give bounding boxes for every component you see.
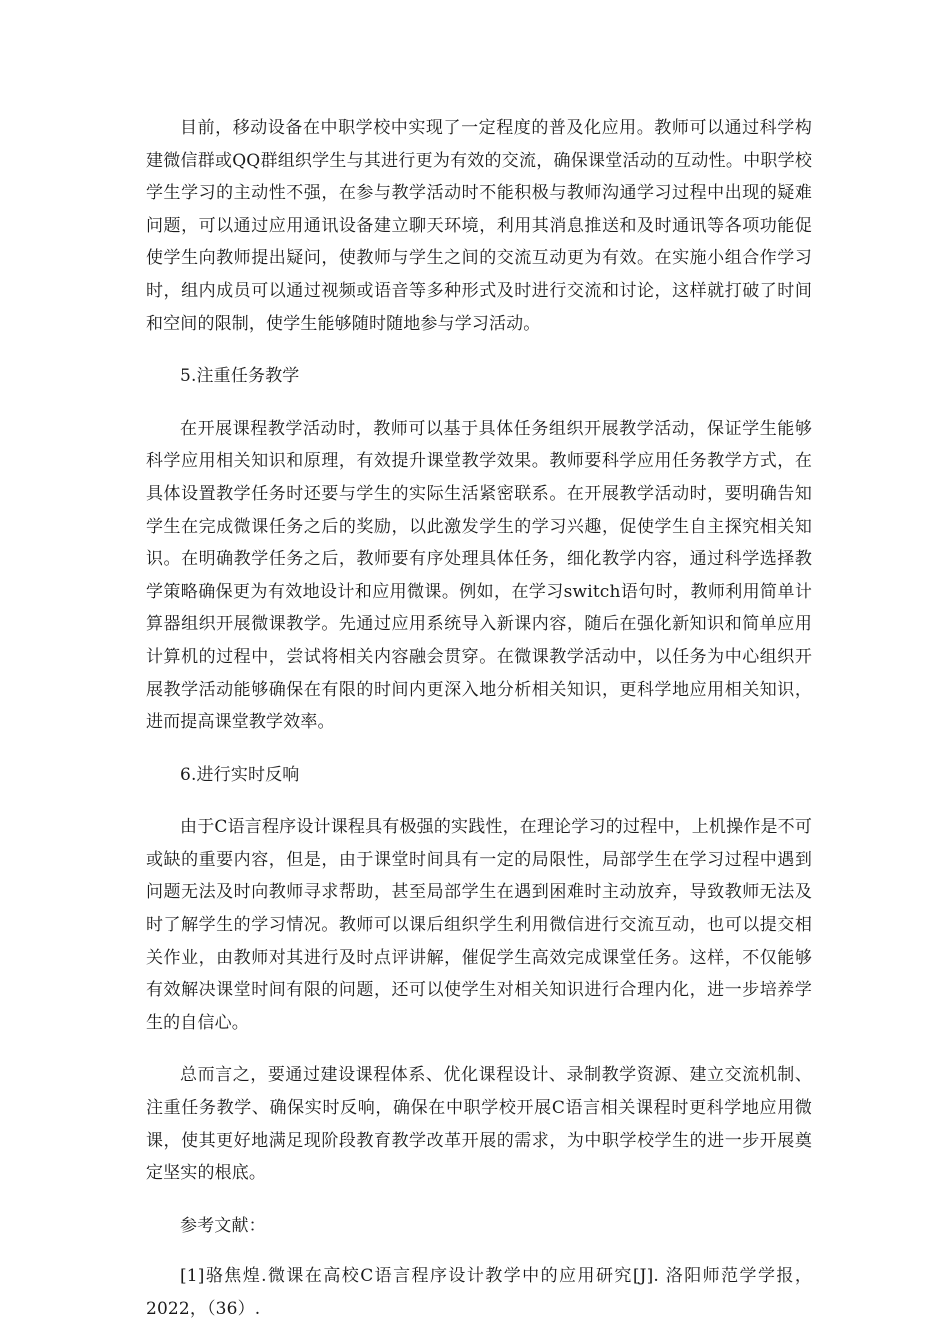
reference-item: [1]骆焦煌.微课在高校C语言程序设计教学中的应用研究[J]. 洛阳师范学学报，2022，（36）. [146, 1266, 812, 1319]
body-paragraph-task-teaching: 在开展课程教学活动时，教师可以基于具体任务组织开展教学活动，保证学生能够科学应用相关知识和原理，有效提升课堂教学效果。教师要科学应用任务教学方式，在具体设置教学任务时还要与学生的实际生活紧密联系。在开展教学活动时，要明确告知学生在完成微课任务之后的奖励，以此激发学生的学习兴趣，促使学生自主探究相关知识。在明确教学任务之后，教师要有序处理具体任务，细化教学内容，通过科学选择教学策略确保更为有效地设计和应用微课。例如，在学习switch语句时，教师利用简单计算器组织开展微课教学。先通过应用系统导入新课内容，随后在强化新知识和简单应用计算机的过程中，尝试将相关内容融会贯穿。在微课教学活动中，以任务为中心组织开展教学活动能够确保在有限的时间内更深入地分析相关知识，更科学地应用相关知识，进而提高课堂教学效率。 [146, 418, 812, 733]
body-paragraph-conclusion: 总而言之，要通过建设课程体系、优化课程设计、录制教学资源、建立交流机制、注重任务教学、确保实时反响，确保在中职学校开展C语言相关课程时更科学地应用微课，使其更好地满足现阶段教育教学改革开展的需求，为中职学校学生的进一步开展奠定坚实的根底。 [146, 1065, 812, 1184]
section-heading-task-teaching: 5.注重任务教学 [180, 366, 300, 387]
section-heading-realtime-feedback: 6.进行实时反响 [180, 764, 300, 785]
document-page [146, 112, 812, 1326]
body-paragraph-mobile-devices: 目前，移动设备在中职学校中实现了一定程度的普及化应用。教师可以通过科学构建微信群或QQ群组织学生与其进行更为有效的交流，确保课堂活动的互动性。中职学校学生学习的主动性不强，在参与教学活动时不能积极与教师沟通学习过程中出现的疑难问题，可以通过应用通讯设备建立聊天环境，利用其消息推送和及时通讯等各项功能促使学生向教师提出疑问，使教师与学生之间的交流互动更为有效。在实施小组合作学习时，组内成员可以通过视频或语音等多种形式及时进行交流和讨论，这样就打破了时间和空间的限制，使学生能够随时随地参与学习活动。 [146, 118, 812, 334]
body-paragraph-realtime-feedback: 由于C语言程序设计课程具有极强的实践性，在理论学习的过程中，上机操作是不可或缺的重要内容，但是，由于课堂时间具有一定的局限性，局部学生在学习过程中遇到问题无法及时向教师寻求帮助，甚至局部学生在遇到困难时主动放弃，导致教师无法及时了解学生的学习情况。教师可以课后组织学生利用微信进行交流互动，也可以提交相关作业，由教师对其进行及时点评讲解，催促学生高效完成课堂任务。这样，不仅能够有效解决课堂时间有限的问题，还可以使学生对相关知识进行合理内化，进一步培养学生的自信心。 [146, 817, 812, 1033]
references-title: 参考文献： [180, 1215, 266, 1236]
